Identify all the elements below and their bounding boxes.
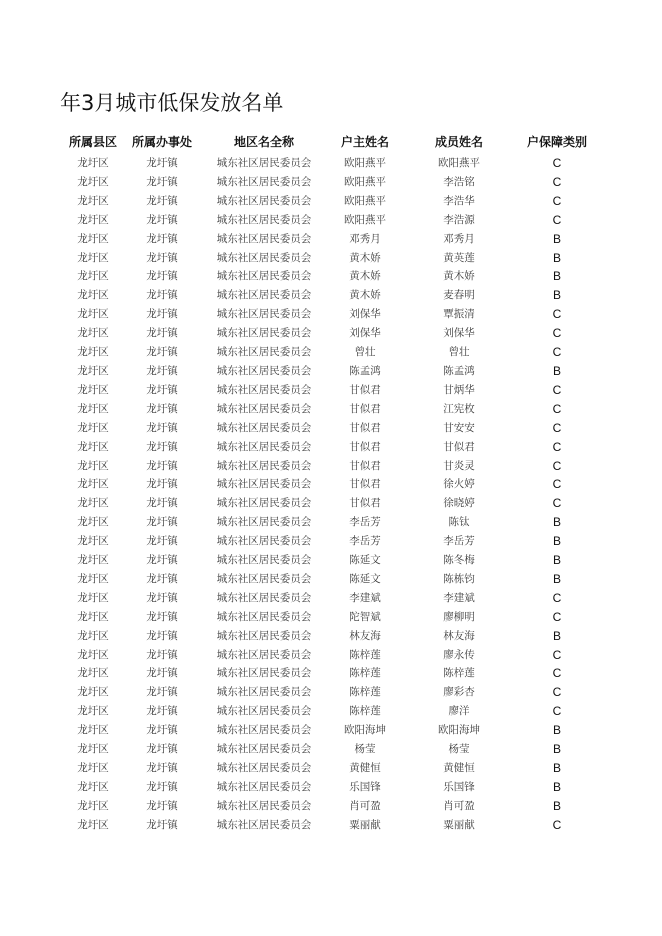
cell-office: 龙圩镇 <box>146 251 178 264</box>
table-row <box>58 683 594 702</box>
cell-area: 城东社区居民委员会 <box>216 421 312 434</box>
cell-office: 龙圩镇 <box>146 402 178 415</box>
cell-household-head: 粟丽献 <box>349 818 381 831</box>
cell-household-head: 杨莹 <box>354 743 376 756</box>
cell-area: 城东社区居民委员会 <box>216 308 312 321</box>
table-row <box>58 324 594 343</box>
table-row <box>58 702 594 721</box>
cell-category: C <box>552 458 562 473</box>
table-row <box>58 362 594 381</box>
table-row <box>58 664 594 683</box>
cell-household-head: 黄木娇 <box>349 289 381 302</box>
cell-member: 廖永传 <box>443 648 475 661</box>
cell-district: 龙圩区 <box>77 610 109 623</box>
cell-category: C <box>552 326 562 341</box>
cell-area: 城东社区居民委员会 <box>216 346 312 359</box>
cell-member: 江宪枚 <box>443 402 475 415</box>
cell-category: B <box>552 779 561 794</box>
table-row <box>58 230 594 249</box>
cell-area: 城东社区居民委员会 <box>216 516 312 529</box>
cell-category: B <box>552 628 561 643</box>
cell-member: 刘保华 <box>443 327 475 340</box>
cell-area: 城东社区居民委员会 <box>216 743 312 756</box>
cell-district: 龙圩区 <box>77 667 109 680</box>
cell-member: 徐火婷 <box>443 478 475 491</box>
cell-member: 李建斌 <box>443 591 475 604</box>
table-row <box>58 759 594 778</box>
cell-district: 龙圩区 <box>77 402 109 415</box>
cell-district: 龙圩区 <box>77 780 109 793</box>
cell-member: 李岳芳 <box>443 535 475 548</box>
cell-household-head: 陈梓莲 <box>349 648 381 661</box>
cell-office: 龙圩镇 <box>146 289 178 302</box>
cell-member: 林友海 <box>443 629 475 642</box>
cell-category: B <box>552 723 561 738</box>
cell-district: 龙圩区 <box>77 459 109 472</box>
cell-category: B <box>552 742 561 757</box>
cell-area: 城东社区居民委员会 <box>216 383 312 396</box>
table-row <box>58 381 594 400</box>
cell-district: 龙圩区 <box>77 364 109 377</box>
table-row <box>58 192 594 211</box>
cell-area: 城东社区居民委员会 <box>216 629 312 642</box>
table-row <box>58 400 594 419</box>
cell-office: 龙圩镇 <box>146 440 178 453</box>
cell-category: C <box>552 307 562 322</box>
cell-member: 廖洋 <box>448 705 470 718</box>
table-row <box>58 646 594 665</box>
cell-household-head: 陈梓莲 <box>349 686 381 699</box>
table-row <box>58 740 594 759</box>
table-row <box>58 797 594 816</box>
cell-category: C <box>552 685 562 700</box>
cell-member: 甘似君 <box>443 440 475 453</box>
cell-area: 城东社区居民委员会 <box>216 648 312 661</box>
cell-member: 欧阳海坤 <box>438 724 480 737</box>
table-row <box>58 816 594 835</box>
cell-household-head: 甘似君 <box>349 440 381 453</box>
cell-category: C <box>552 193 562 208</box>
cell-office: 龙圩镇 <box>146 572 178 585</box>
header-area: 地区名全称 <box>233 135 294 149</box>
cell-household-head: 欧阳燕平 <box>344 194 386 207</box>
cell-district: 龙圩区 <box>77 157 109 169</box>
cell-category: C <box>552 382 562 397</box>
cell-category: C <box>552 647 562 662</box>
table-row <box>58 419 594 438</box>
cell-household-head: 欧阳燕平 <box>344 213 386 226</box>
cell-household-head: 李建斌 <box>349 591 381 604</box>
cell-member: 黄英莲 <box>443 251 475 264</box>
cell-household-head: 李岳芳 <box>349 535 381 548</box>
table-row <box>58 532 594 551</box>
table-row <box>58 778 594 797</box>
cell-member: 甘炳华 <box>443 383 475 396</box>
cell-office: 龙圩镇 <box>146 213 178 226</box>
cell-member: 肖可盈 <box>443 799 475 812</box>
cell-office: 龙圩镇 <box>146 175 178 188</box>
cell-household-head: 肖可盈 <box>349 799 381 812</box>
recipient-table <box>58 129 594 835</box>
cell-category: C <box>552 496 562 511</box>
table-row <box>58 267 594 286</box>
cell-office: 龙圩镇 <box>146 459 178 472</box>
table-row <box>58 570 594 589</box>
cell-household-head: 欧阳燕平 <box>344 175 386 188</box>
header-office: 所属办事处 <box>131 135 192 149</box>
cell-office: 龙圩镇 <box>146 780 178 793</box>
cell-category: C <box>552 477 562 492</box>
cell-category: C <box>552 666 562 681</box>
cell-household-head: 甘似君 <box>349 421 381 434</box>
cell-district: 龙圩区 <box>77 421 109 434</box>
cell-household-head: 李岳芳 <box>349 516 381 529</box>
cell-area: 城东社区居民委员会 <box>216 799 312 812</box>
cell-household-head: 黄木娇 <box>349 251 381 264</box>
cell-office: 龙圩镇 <box>146 535 178 548</box>
cell-category: C <box>552 345 562 360</box>
cell-office: 龙圩镇 <box>146 818 178 831</box>
cell-area: 城东社区居民委员会 <box>216 327 312 340</box>
cell-office: 龙圩镇 <box>146 667 178 680</box>
cell-district: 龙圩区 <box>77 762 109 774</box>
cell-district: 龙圩区 <box>77 629 109 642</box>
cell-district: 龙圩区 <box>77 648 109 661</box>
table-row <box>58 173 594 192</box>
table-row <box>58 457 594 476</box>
cell-district: 龙圩区 <box>77 232 109 245</box>
cell-area: 城东社区居民委员会 <box>216 572 312 585</box>
cell-area: 城东社区居民委员会 <box>216 194 312 207</box>
cell-office: 龙圩镇 <box>146 194 178 207</box>
table-row <box>58 475 594 494</box>
cell-area: 城东社区居民委员会 <box>216 818 312 831</box>
table-row <box>58 627 594 646</box>
cell-household-head: 甘似君 <box>349 497 381 510</box>
cell-office: 龙圩镇 <box>146 591 178 604</box>
cell-area: 城东社区居民委员会 <box>216 364 312 377</box>
cell-member: 曾壮 <box>448 346 470 359</box>
cell-district: 龙圩区 <box>77 270 109 283</box>
table-row <box>58 721 594 740</box>
cell-household-head: 甘似君 <box>349 478 381 491</box>
header-category: 户保障类别 <box>526 135 587 149</box>
cell-member: 甘安安 <box>443 421 475 434</box>
header-member: 成员姓名 <box>434 135 483 149</box>
cell-district: 龙圩区 <box>77 383 109 396</box>
cell-office: 龙圩镇 <box>146 270 178 283</box>
cell-district: 龙圩区 <box>77 591 109 604</box>
cell-member: 陈梓莲 <box>443 667 475 680</box>
cell-member: 邓秀月 <box>443 232 475 245</box>
cell-office: 龙圩镇 <box>146 383 178 396</box>
cell-office: 龙圩镇 <box>146 157 178 169</box>
cell-area: 城东社区居民委员会 <box>216 459 312 472</box>
cell-category: C <box>552 590 562 605</box>
cell-category: C <box>552 174 562 189</box>
table-body <box>58 154 594 835</box>
table-row <box>58 438 594 457</box>
cell-area: 城东社区居民委员会 <box>216 232 312 245</box>
cell-household-head: 刘保华 <box>349 327 381 340</box>
cell-office: 龙圩镇 <box>146 648 178 661</box>
cell-district: 龙圩区 <box>77 572 109 585</box>
cell-member: 陈钛 <box>448 516 470 529</box>
header-row <box>58 129 594 154</box>
cell-district: 龙圩区 <box>77 308 109 321</box>
cell-area: 城东社区居民委员会 <box>216 762 312 774</box>
table-row <box>58 249 594 268</box>
cell-district: 龙圩区 <box>77 535 109 548</box>
cell-household-head: 陈梓莲 <box>349 705 381 718</box>
cell-category: C <box>552 420 562 435</box>
cell-category: B <box>552 534 561 549</box>
cell-district: 龙圩区 <box>77 686 109 699</box>
cell-area: 城东社区居民委员会 <box>216 270 312 283</box>
cell-district: 龙圩区 <box>77 289 109 302</box>
cell-district: 龙圩区 <box>77 478 109 491</box>
cell-district: 龙圩区 <box>77 818 109 831</box>
cell-member: 甘炎灵 <box>443 459 475 472</box>
cell-household-head: 欧阳海坤 <box>344 724 386 737</box>
cell-member: 黄木娇 <box>443 270 475 283</box>
table-row <box>58 589 594 608</box>
cell-office: 龙圩镇 <box>146 364 178 377</box>
cell-household-head: 陀智斌 <box>349 610 381 623</box>
cell-household-head: 黄健恒 <box>349 762 381 774</box>
cell-district: 龙圩区 <box>77 194 109 207</box>
document-title: 年3月城市低保发放名单 <box>60 91 284 115</box>
cell-category: B <box>552 363 561 378</box>
cell-office: 龙圩镇 <box>146 232 178 245</box>
table-row <box>58 286 594 305</box>
cell-office: 龙圩镇 <box>146 516 178 529</box>
cell-area: 城东社区居民委员会 <box>216 610 312 623</box>
cell-area: 城东社区居民委员会 <box>216 497 312 510</box>
cell-member: 陈冬梅 <box>443 554 475 567</box>
table-row <box>58 494 594 513</box>
header-household-head: 户主姓名 <box>340 135 389 149</box>
cell-office: 龙圩镇 <box>146 610 178 623</box>
cell-area: 城东社区居民委员会 <box>216 724 312 737</box>
cell-household-head: 甘似君 <box>349 459 381 472</box>
table-row <box>58 343 594 362</box>
cell-area: 城东社区居民委员会 <box>216 554 312 567</box>
cell-category: C <box>552 156 562 170</box>
cell-member: 廖彩杏 <box>443 686 475 699</box>
cell-member: 粟丽献 <box>443 818 475 831</box>
cell-household-head: 欧阳燕平 <box>344 157 386 169</box>
cell-category: C <box>552 817 562 832</box>
cell-district: 龙圩区 <box>77 705 109 718</box>
cell-category: B <box>552 798 561 813</box>
cell-office: 龙圩镇 <box>146 308 178 321</box>
cell-category: C <box>552 609 562 624</box>
cell-area: 城东社区居民委员会 <box>216 686 312 699</box>
table-header <box>58 129 594 154</box>
cell-member: 欧阳燕平 <box>438 157 480 169</box>
cell-member: 廖柳明 <box>443 610 475 623</box>
cell-office: 龙圩镇 <box>146 497 178 510</box>
cell-member: 李浩源 <box>443 213 475 226</box>
cell-area: 城东社区居民委员会 <box>216 780 312 793</box>
cell-member: 覃振清 <box>443 308 475 321</box>
cell-area: 城东社区居民委员会 <box>216 440 312 453</box>
table-row <box>58 305 594 324</box>
cell-district: 龙圩区 <box>77 724 109 737</box>
cell-category: C <box>552 401 562 416</box>
cell-district: 龙圩区 <box>77 251 109 264</box>
cell-household-head: 乐国锋 <box>349 780 381 793</box>
cell-member: 杨莹 <box>448 743 470 756</box>
cell-member: 麦春明 <box>443 289 475 302</box>
cell-category: B <box>552 553 561 568</box>
cell-office: 龙圩镇 <box>146 743 178 756</box>
cell-office: 龙圩镇 <box>146 686 178 699</box>
cell-household-head: 陈延文 <box>349 554 381 567</box>
cell-area: 城东社区居民委员会 <box>216 402 312 415</box>
cell-category: B <box>552 250 561 265</box>
cell-category: C <box>552 439 562 454</box>
cell-member: 陈孟鸿 <box>443 364 475 377</box>
cell-area: 城东社区居民委员会 <box>216 591 312 604</box>
table-row <box>58 211 594 230</box>
table-row <box>58 551 594 570</box>
cell-category: C <box>552 704 562 719</box>
cell-district: 龙圩区 <box>77 346 109 359</box>
cell-member: 徐晓婷 <box>443 497 475 510</box>
cell-household-head: 刘保华 <box>349 308 381 321</box>
cell-household-head: 曾壮 <box>354 346 376 359</box>
cell-district: 龙圩区 <box>77 440 109 453</box>
table-row <box>58 608 594 627</box>
cell-area: 城东社区居民委员会 <box>216 667 312 680</box>
cell-category: B <box>552 288 561 303</box>
cell-area: 城东社区居民委员会 <box>216 213 312 226</box>
cell-district: 龙圩区 <box>77 743 109 756</box>
cell-category: B <box>552 761 561 775</box>
cell-member: 乐国锋 <box>443 780 475 793</box>
cell-household-head: 陈孟鸿 <box>349 364 381 377</box>
cell-area: 城东社区居民委员会 <box>216 251 312 264</box>
cell-district: 龙圩区 <box>77 516 109 529</box>
cell-category: B <box>552 515 561 530</box>
cell-household-head: 甘似君 <box>349 402 381 415</box>
cell-district: 龙圩区 <box>77 327 109 340</box>
cell-office: 龙圩镇 <box>146 629 178 642</box>
cell-area: 城东社区居民委员会 <box>216 175 312 188</box>
cell-area: 城东社区居民委员会 <box>216 289 312 302</box>
cell-office: 龙圩镇 <box>146 421 178 434</box>
cell-office: 龙圩镇 <box>146 327 178 340</box>
cell-category: B <box>552 571 561 586</box>
cell-district: 龙圩区 <box>77 497 109 510</box>
cell-office: 龙圩镇 <box>146 705 178 718</box>
cell-category: C <box>552 212 562 227</box>
cell-household-head: 林友海 <box>349 629 381 642</box>
cell-area: 城东社区居民委员会 <box>216 535 312 548</box>
cell-member: 李浩华 <box>443 194 475 207</box>
cell-member: 李浩铭 <box>443 175 475 188</box>
header-district: 所属县区 <box>68 135 117 149</box>
cell-member: 陈栋钧 <box>443 572 475 585</box>
cell-office: 龙圩镇 <box>146 799 178 812</box>
table-row <box>58 154 594 173</box>
cell-district: 龙圩区 <box>77 799 109 812</box>
cell-area: 城东社区居民委员会 <box>216 705 312 718</box>
cell-office: 龙圩镇 <box>146 554 178 567</box>
cell-category: B <box>552 231 561 246</box>
cell-household-head: 甘似君 <box>349 383 381 396</box>
table-row <box>58 513 594 532</box>
cell-area: 城东社区居民委员会 <box>216 157 312 169</box>
cell-household-head: 陈延文 <box>349 572 381 585</box>
cell-household-head: 陈梓莲 <box>349 667 381 680</box>
cell-household-head: 黄木娇 <box>349 270 381 283</box>
cell-district: 龙圩区 <box>77 175 109 188</box>
cell-office: 龙圩镇 <box>146 346 178 359</box>
cell-member: 黄健恒 <box>443 762 475 774</box>
cell-district: 龙圩区 <box>77 554 109 567</box>
cell-office: 龙圩镇 <box>146 478 178 491</box>
cell-office: 龙圩镇 <box>146 762 178 774</box>
cell-category: B <box>552 269 561 284</box>
cell-district: 龙圩区 <box>77 213 109 226</box>
cell-area: 城东社区居民委员会 <box>216 478 312 491</box>
cell-household-head: 邓秀月 <box>349 232 381 245</box>
cell-office: 龙圩镇 <box>146 724 178 737</box>
